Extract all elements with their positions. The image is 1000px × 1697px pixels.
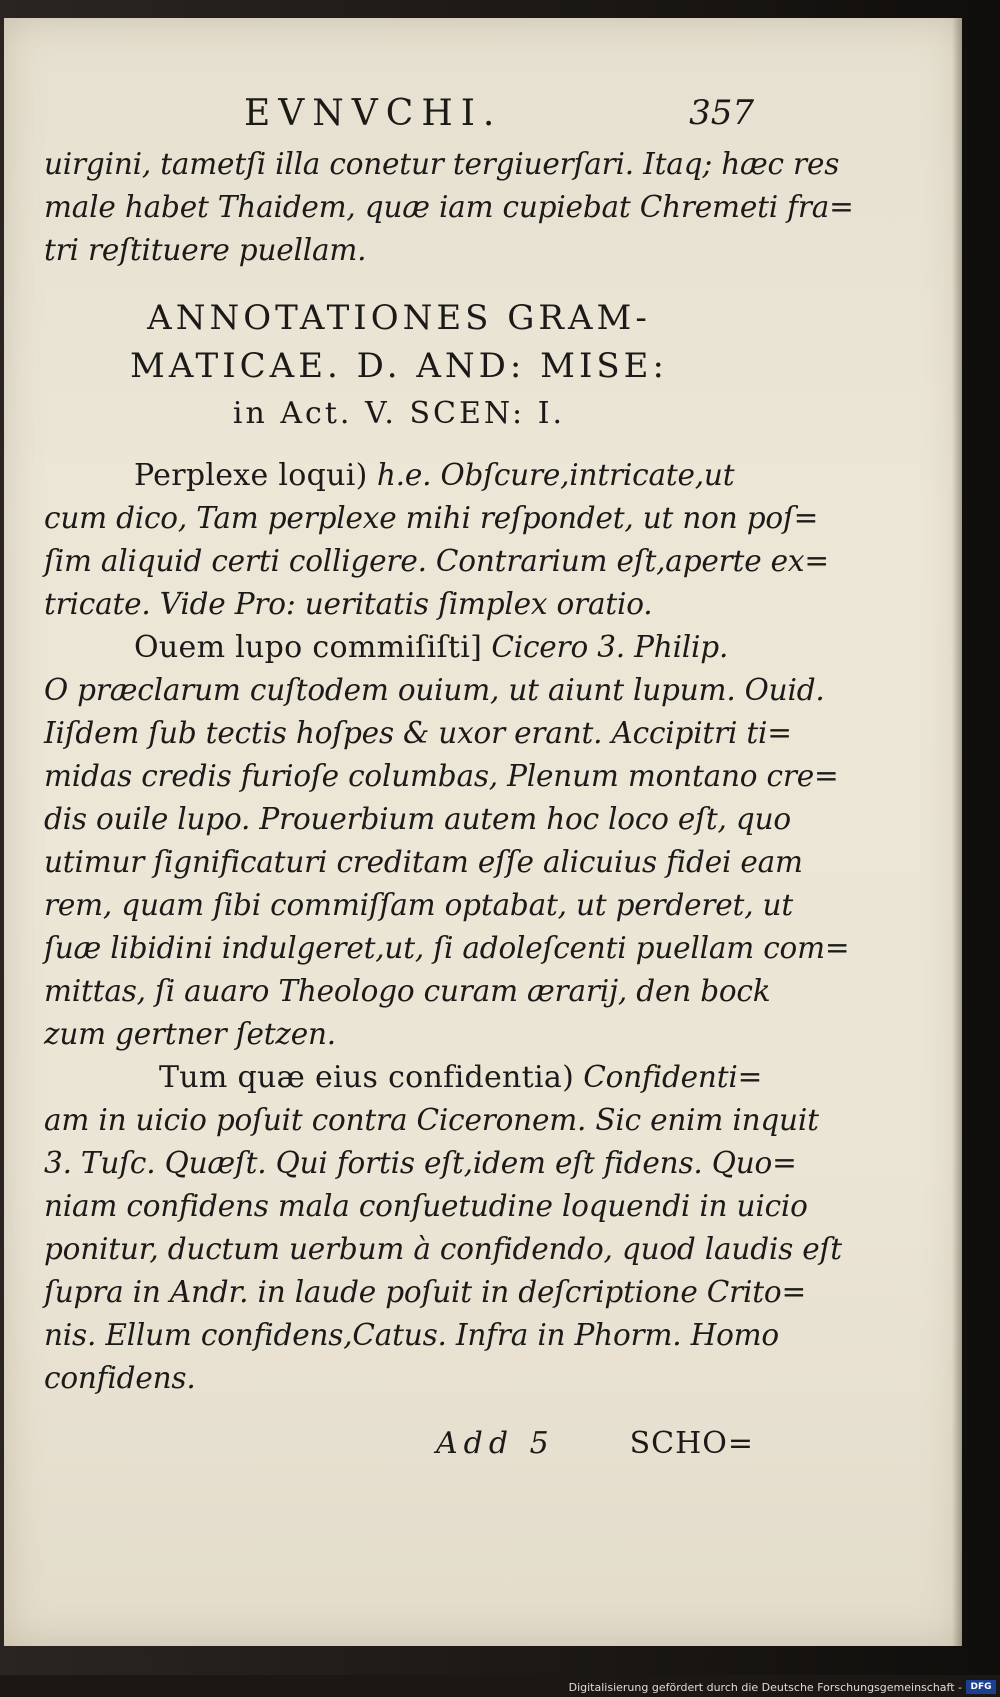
text-block <box>44 93 854 1474</box>
paragraph-first-line <box>44 1056 763 1099</box>
text-line: niam confidens mala conſuetudine loquendi in uicio <box>44 1189 808 1223</box>
text-line: midas credis furioſe columbas, Plenum montano cre= <box>44 759 839 793</box>
dfg-logo-icon: DFG <box>966 1680 996 1694</box>
text-line: am in uicio poſuit contra Ciceronem. Sic enim inquit <box>44 1103 819 1137</box>
paragraph-first-line <box>44 454 754 497</box>
section-heading-line: MATICAE. D. AND: MISE: <box>130 346 668 386</box>
text-line: ſim aliquid certi colligere. Contrarium eſt,aperte ex= <box>44 544 829 578</box>
text-line: nis. Ellum confidens,Catus. Infra in Phorm. Homo <box>44 1318 779 1352</box>
text-span: h.e. Obſcure,intricate,ut <box>376 458 735 492</box>
text-line: mittas, ſi auaro Theologo curam ærarij, den bock <box>44 974 771 1008</box>
text-line: Iiſdem ſub tectis hoſpes & uxor erant. Accipitri ti= <box>44 716 792 750</box>
text-line: ponitur, ductum uerbum à confidendo, quod laudis eſt <box>44 1232 842 1266</box>
text-line: 3. Tuſc. Quæſt. Qui fortis eſt,idem eſt fidens. Quo= <box>44 1146 797 1180</box>
text-span: Confidenti= <box>583 1060 763 1094</box>
paragraph-first-line <box>44 626 754 669</box>
text-line: cum dico, Tam perplexe mihi reſpondet, ut non poſ= <box>44 501 819 535</box>
text-line: ſupra in Andr. in laude poſuit in deſcriptione Crito= <box>44 1275 807 1309</box>
signature-mark: Add 5 <box>436 1426 555 1461</box>
text-line: dis ouile lupo. Prouerbium autem hoc loco eſt, quo <box>44 802 791 836</box>
lemma: Perplexe loqui) <box>134 458 368 493</box>
text-line: uirgini, tametſi illa conetur tergiuerſari. Itaq; hæc res <box>44 147 840 181</box>
section-heading-line: in Act. V. SCEN: I. <box>232 396 566 431</box>
funding-credit: Digitalisierung gefördert durch die Deutsche Forschungsgemeinschaft - <box>568 1681 962 1694</box>
credit-bar <box>0 1675 1000 1697</box>
lemma: Ouem lupo commiſiſti] <box>134 630 483 665</box>
running-head <box>44 93 754 151</box>
text-line: rem, quam ſibi commiſſam optabat, ut perderet, ut <box>44 888 794 922</box>
text-line: male habet Thaidem, quæ iam cupiebat Chremeti fra= <box>44 190 854 224</box>
text-line: zum gertner ſetzen. <box>44 1017 336 1051</box>
text-line: utimur ſignificaturi creditam eſſe alicuius fidei eam <box>44 845 803 879</box>
running-title: EVNVCHI. <box>244 93 503 134</box>
book-page <box>4 18 962 1646</box>
page-number: 357 <box>689 93 754 133</box>
text-line: tricate. Vide Pro: ueritatis ſimplex oratio. <box>44 587 653 621</box>
lemma: Tum quæ eius confidentia) <box>159 1060 575 1095</box>
page-footer <box>44 1426 754 1474</box>
text-line: O præclarum cuſtodem ouium, ut aiunt lupum. Ouid. <box>44 673 825 707</box>
text-line: ſuæ libidini indulgeret,ut, ſi adoleſcenti puellam com= <box>44 931 850 965</box>
text-line: confidens. <box>44 1361 196 1395</box>
section-heading-line: ANNOTATIONES GRAM- <box>147 298 651 338</box>
text-line: tri reſtituere puellam. <box>44 233 367 267</box>
text-span: Cicero 3. Philip. <box>491 630 729 664</box>
catchword: SCHO= <box>629 1426 754 1461</box>
